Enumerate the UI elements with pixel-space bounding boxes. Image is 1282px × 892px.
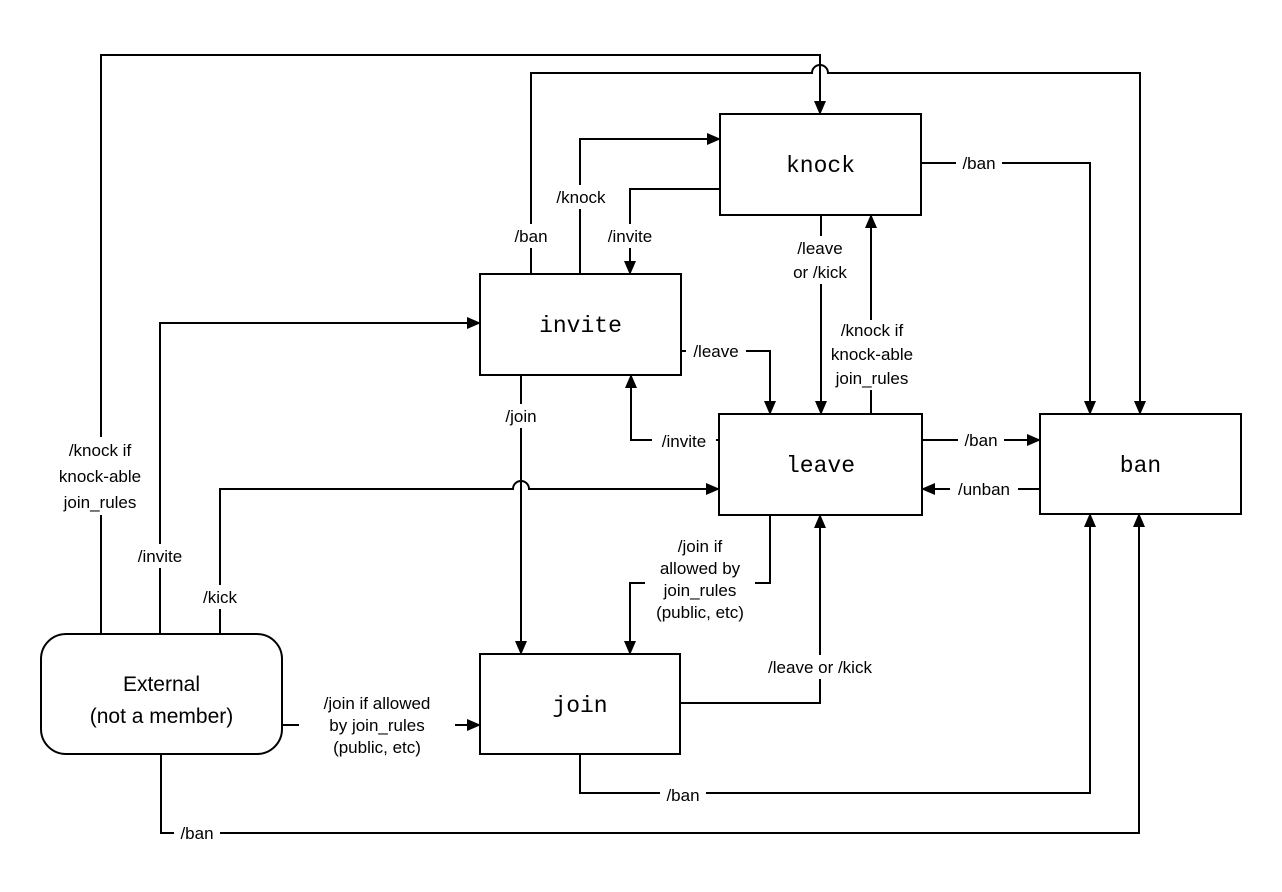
edge-label: /leave	[693, 342, 739, 361]
edge-label: knock-able	[58, 467, 142, 486]
node-invite-label: invite	[539, 313, 622, 339]
node-external	[41, 634, 282, 754]
edge-label: /leave	[797, 239, 843, 258]
edge-label: knock-able	[830, 345, 914, 364]
node-knock-label: knock	[785, 153, 856, 179]
edge-leave-to-ban	[922, 428, 1040, 452]
edge-invite-to-leave	[681, 339, 770, 414]
edge-leave-to-invite	[631, 375, 719, 453]
edge-label: /kick	[203, 588, 237, 607]
edge-label: allowed by	[659, 559, 741, 578]
edge-label: /ban	[964, 431, 998, 450]
edge-label: (public, etc)	[656, 603, 744, 622]
edge-invite-to-knock	[548, 139, 720, 274]
edge-label: /join	[505, 407, 537, 426]
node-invite	[480, 274, 681, 375]
edge-external-to-leave	[194, 481, 719, 634]
node-leave	[719, 414, 922, 515]
edge-label: /knock	[556, 188, 606, 207]
node-join	[480, 654, 680, 754]
edge-label: /ban	[180, 824, 214, 843]
node-leave-label: leave	[785, 453, 856, 479]
node-join-label: join	[552, 693, 608, 719]
edge-label: join_rules	[835, 369, 909, 388]
edge-external-to-invite	[128, 323, 480, 634]
edge-label: by join_rules	[329, 716, 425, 735]
edge-label: /leave or /kick	[768, 658, 872, 677]
edge-label: join_rules	[663, 581, 737, 600]
edge-ban-to-leave	[922, 477, 1040, 501]
edge-label: /invite	[137, 547, 183, 566]
edge-knock-to-ban	[921, 151, 1090, 414]
node-ban	[1040, 414, 1241, 514]
edge-label: /unban	[958, 480, 1010, 499]
edge-label: /knock if	[840, 321, 904, 340]
edge-label: /invite	[661, 432, 707, 451]
edge-knock-to-invite	[598, 189, 720, 274]
edge-label: /ban	[514, 227, 548, 246]
node-external-label-line2: (not a member)	[89, 705, 234, 728]
edge-label: /ban	[666, 786, 700, 805]
edge-invite-to-join	[498, 375, 544, 654]
edge-label: /invite	[607, 227, 653, 246]
edge-label: /knock if	[68, 441, 132, 460]
edge-label: or /kick	[793, 263, 847, 282]
node-ban-label: ban	[1119, 453, 1162, 479]
edge-label: /join if allowed	[323, 694, 431, 713]
node-knock	[720, 114, 921, 215]
node-external-label-line1: External	[122, 673, 201, 696]
edge-label: join_rules	[63, 493, 137, 512]
edge-leave-to-join	[630, 515, 770, 654]
edge-label: /join if	[677, 537, 723, 556]
edge-external-to-join	[282, 690, 480, 760]
edge-label: (public, etc)	[333, 738, 421, 757]
edge-label: /ban	[962, 154, 996, 173]
